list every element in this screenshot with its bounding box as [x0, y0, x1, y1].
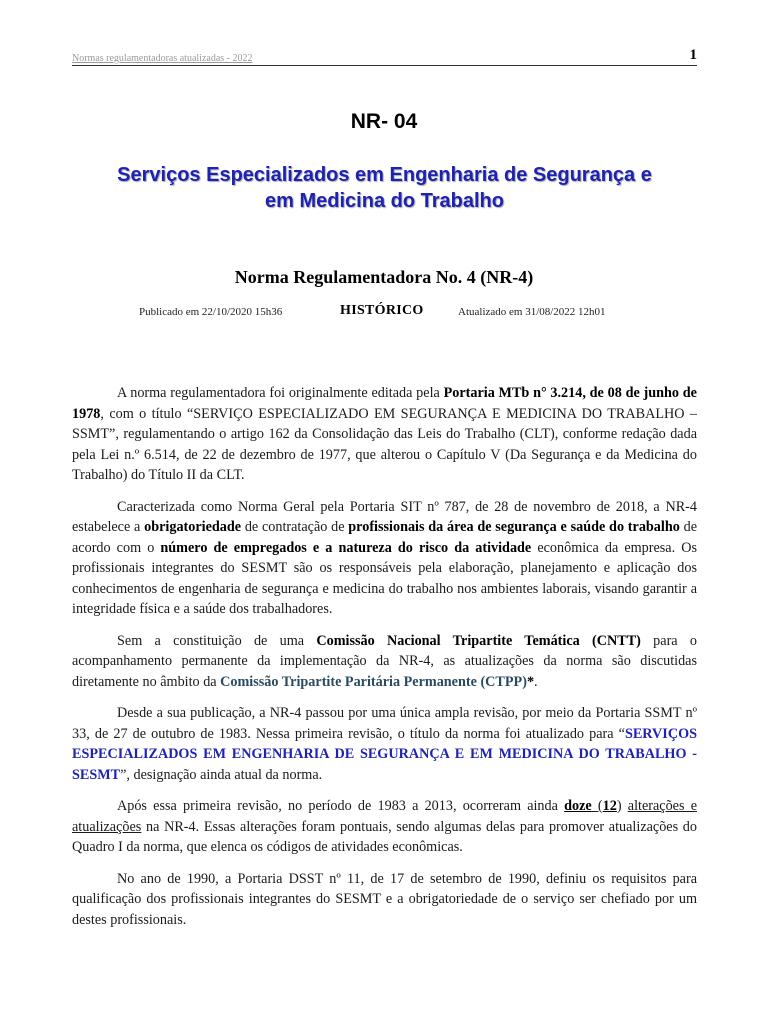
published-date: Publicado em 22/10/2020 15h36 — [139, 306, 283, 318]
ctpp-link[interactable]: Comissão Tripartite Paritária Permanente (CTPP) — [220, 673, 527, 690]
paragraph-1990: No ano de 1990, a Portaria DSST nº 11, de 17 de setembro de 1990, definiu os requisitos para qualificação dos profissionais integrantes do SESMT e a obrigatoriedade de o serviço ser chefiado por um destes profissionais. — [72, 870, 697, 928]
history-link[interactable]: HISTÓRICO — [340, 303, 424, 318]
paragraph-general-norm: Caracterizada como Norma Geral pela Portaria SIT nº 787, de 28 de novembro de 2018, a NR-4 estabelece a obrigatoriedade de contratação de profissionais da área de segurança e saúde do trabalho de acordo com o número de empregados e a natureza do risco da atividade econômica da empresa. Os profissionais integrantes do SESMT são os responsáveis pela elaboração, planejamento e aplicação dos conhecimentos de engenharia de segurança e medicina do trabalho nos ambientes laborais, visando garantir a integridade física e a saúde dos trabalhadores. — [72, 498, 697, 617]
document-title-line-2: em Medicina do Trabalho — [265, 190, 504, 212]
running-header: Normas regulamentadoras atualizadas - 2022 — [72, 53, 253, 64]
employees-risk-term: número de empregados e a natureza do risco da atividade — [160, 539, 532, 556]
norm-subtitle: Norma Regulamentadora No. 4 (NR-4) — [234, 267, 534, 287]
alterations-term: alterações e atualizações — [72, 798, 697, 835]
page-header — [72, 49, 697, 66]
paragraph-cntt: Sem a constituição de uma Comissão Nacional Tripartite Temática (CNTT) para o acompanhamento permanente da implementação da NR-4, as atualizações da norma são discutidas diretamente no âmbito da Comissão Tripartite Paritária Permanente (CTPP)*. — [72, 632, 697, 690]
obligation-term: obrigatoriedade — [144, 519, 242, 535]
nr-code-heading: NR- 04 — [350, 110, 418, 133]
asterisk-mark: * — [526, 673, 535, 690]
professionals-term: profissionais da área de segurança e saúde do trabalho — [348, 519, 680, 535]
twelve-term: doze — [564, 798, 592, 814]
paragraph-origin: A norma regulamentadora foi originalmente editada pela Portaria MTb n° 3.214, de 08 de junho de 1978, com o título “SERVIÇO ESPECIALIZADO EM SEGURANÇA E MEDICINA DO TRABALHO – SSMT”, regulamentando o artigo 162 da Consolidação das Leis do Trabalho (CLT), conforme redação dada pela Lei n.º 6.514, de 22 de dezembro de 1977, que alterou o Capítulo V (Da Segurança e da Medicina do Trabalho) do Título II da CLT. — [72, 385, 697, 483]
cntt-term: Comissão Nacional Tripartite Temática (CNTT) — [316, 632, 641, 649]
paragraph-revision: Desde a sua publicação, a NR-4 passou por uma única ampla revisão, por meio da Portaria SSMT nº 33, de 27 de outubro de 1983. Nessa primeira revisão, o título da norma foi atualizado para “SERVIÇOS ESPECIALIZADOS EM ENGENHARIA DE SEGURANÇA E EM MEDICINA DO TRABALHO - SESMT”, designação ainda atual da norma. — [72, 705, 697, 783]
sesmt-title-link[interactable]: SERVIÇOS ESPECIALIZADOS EM ENGENHARIA DE SEGURANÇA E EM MEDICINA DO TRABALHO - SESMT — [72, 725, 697, 783]
document-body — [72, 383, 697, 941]
paragraph-alterations: Após essa primeira revisão, no período de 1983 a 2013, ocorreram ainda doze (12) alterações e atualizações na NR-4. Essas alterações foram pontuais, sendo algumas delas para promover atualizações do Quadro I da norma, que elenca os códigos de atividades econômicas. — [72, 798, 697, 855]
publication-info — [72, 303, 697, 323]
portaria-reference: Portaria MTb n° 3.214, de 08 de junho de 1978 — [72, 385, 697, 422]
document-title — [72, 162, 697, 214]
updated-date: Atualizado em 31/08/2022 12h01 — [458, 306, 606, 318]
twelve-number: 12 — [602, 798, 617, 814]
page-number: 1 — [689, 47, 697, 63]
document-title-line-1: Serviços Especializados em Engenharia de Segurança e — [117, 164, 652, 186]
